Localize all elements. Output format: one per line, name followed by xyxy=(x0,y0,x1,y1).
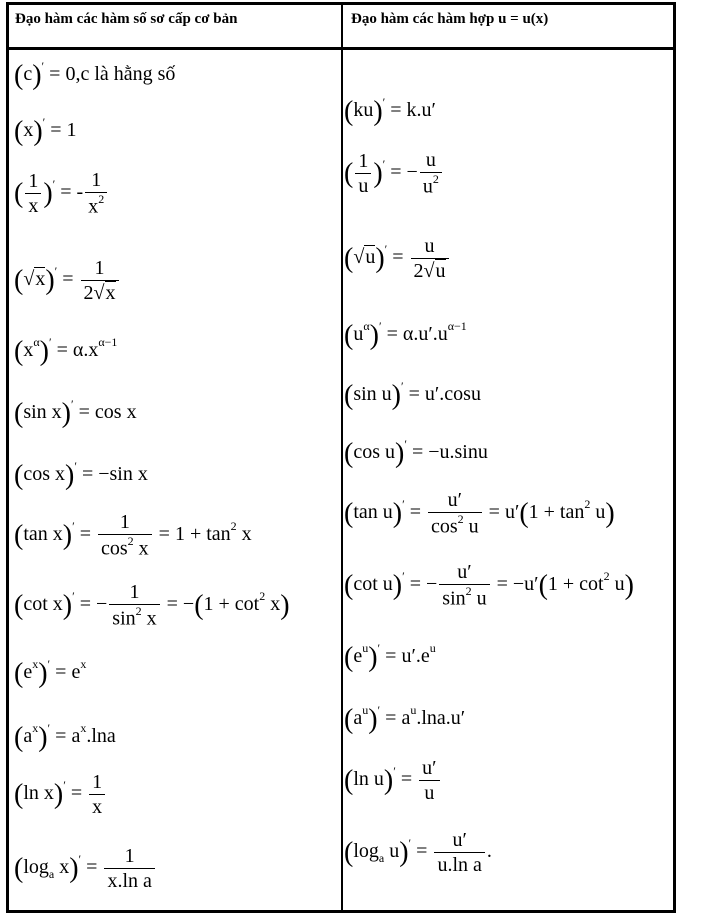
formula-sqrt-u: (√u)′ = $\frac{u}{2√u}$ xyxy=(344,236,451,281)
formula-x: (x)′ = 1 xyxy=(14,115,77,147)
formula-cos-u: (cos u)′ = −u.sinu xyxy=(344,437,488,469)
header-divider xyxy=(9,47,673,50)
formula-one-over-u: ( $\frac{1}{u}$ )′ = − $\frac{u}{u^2}$ xyxy=(344,150,444,197)
formula-sqrt-x: (√x)′ = $\frac{1}{2√x}$ xyxy=(14,258,121,303)
header-right: Đạo hàm các hàm hợp u = u(x) xyxy=(351,11,549,27)
formula-exp: $(e^x)' = e^x$ xyxy=(14,657,87,689)
formula-a-power-u: $(a^u)' = a^u.\ln a.u'$ xyxy=(344,703,466,735)
column-divider xyxy=(341,5,343,910)
formula-cot: (cot x)′ = − $\frac{1}{\sin^2 x}$ = $-(1 + \cot^2 x)$ xyxy=(14,581,290,630)
formula-ln-u: (ln u)′ = $\frac{u'}{u}$ xyxy=(344,758,442,803)
formula-log: ($\log_a$ x)′ = $\frac{1}{\text{x.ln a}}$ xyxy=(14,846,157,891)
formula-exp-u: $(e^u)' = u'.e^u$ xyxy=(344,641,436,673)
formula-sin: (sin x)′ = cos x xyxy=(14,397,137,429)
formula-tan: (tan x)′ = $\frac{1}{\cos^2 x}$ = $1 + \tan^2 x$ xyxy=(14,511,252,560)
formula-log-u: ($\log_a$ u)′ = $\frac{u'}{\text{u.ln a}}$ . xyxy=(344,829,492,876)
formula-a-power: $(a^x)' = a^x.\ln a$ xyxy=(14,721,116,753)
formula-cot-u: (cot u)′ = − $\frac{u'}{\sin^2 u}$ = $-u'(1 + \cot^2 u)$ xyxy=(344,561,634,610)
header-left: Đạo hàm các hàm số sơ cấp cơ bản xyxy=(15,11,238,27)
formula-cos: (cos x)′ = −sin x xyxy=(14,459,148,491)
formula-u-power: $(u^\alpha)' = \alpha.u'.u^{\alpha-1}$ xyxy=(344,319,467,351)
formula-constant: (c)′ = 0,c là hằng số xyxy=(14,59,176,91)
formula-ku: (ku)′ = k.u′ xyxy=(344,95,436,127)
formula-power: $(x^\alpha)' = \alpha.x^{\alpha-1}$ xyxy=(14,335,118,367)
formula-sin-u: (sin u)′ = u′.cosu xyxy=(344,379,481,411)
formula-one-over-x: ( $\frac{1}{x}$ )′ = - $\frac{1}{x^2}$ xyxy=(14,170,109,217)
formula-tan-u: (tan u)′ = $\frac{u'}{\cos^2 u}$ = $u'(1 + \tan^2 u)$ xyxy=(344,489,615,538)
formula-ln: (ln x)′ = $\frac{1}{x}$ xyxy=(14,772,107,817)
